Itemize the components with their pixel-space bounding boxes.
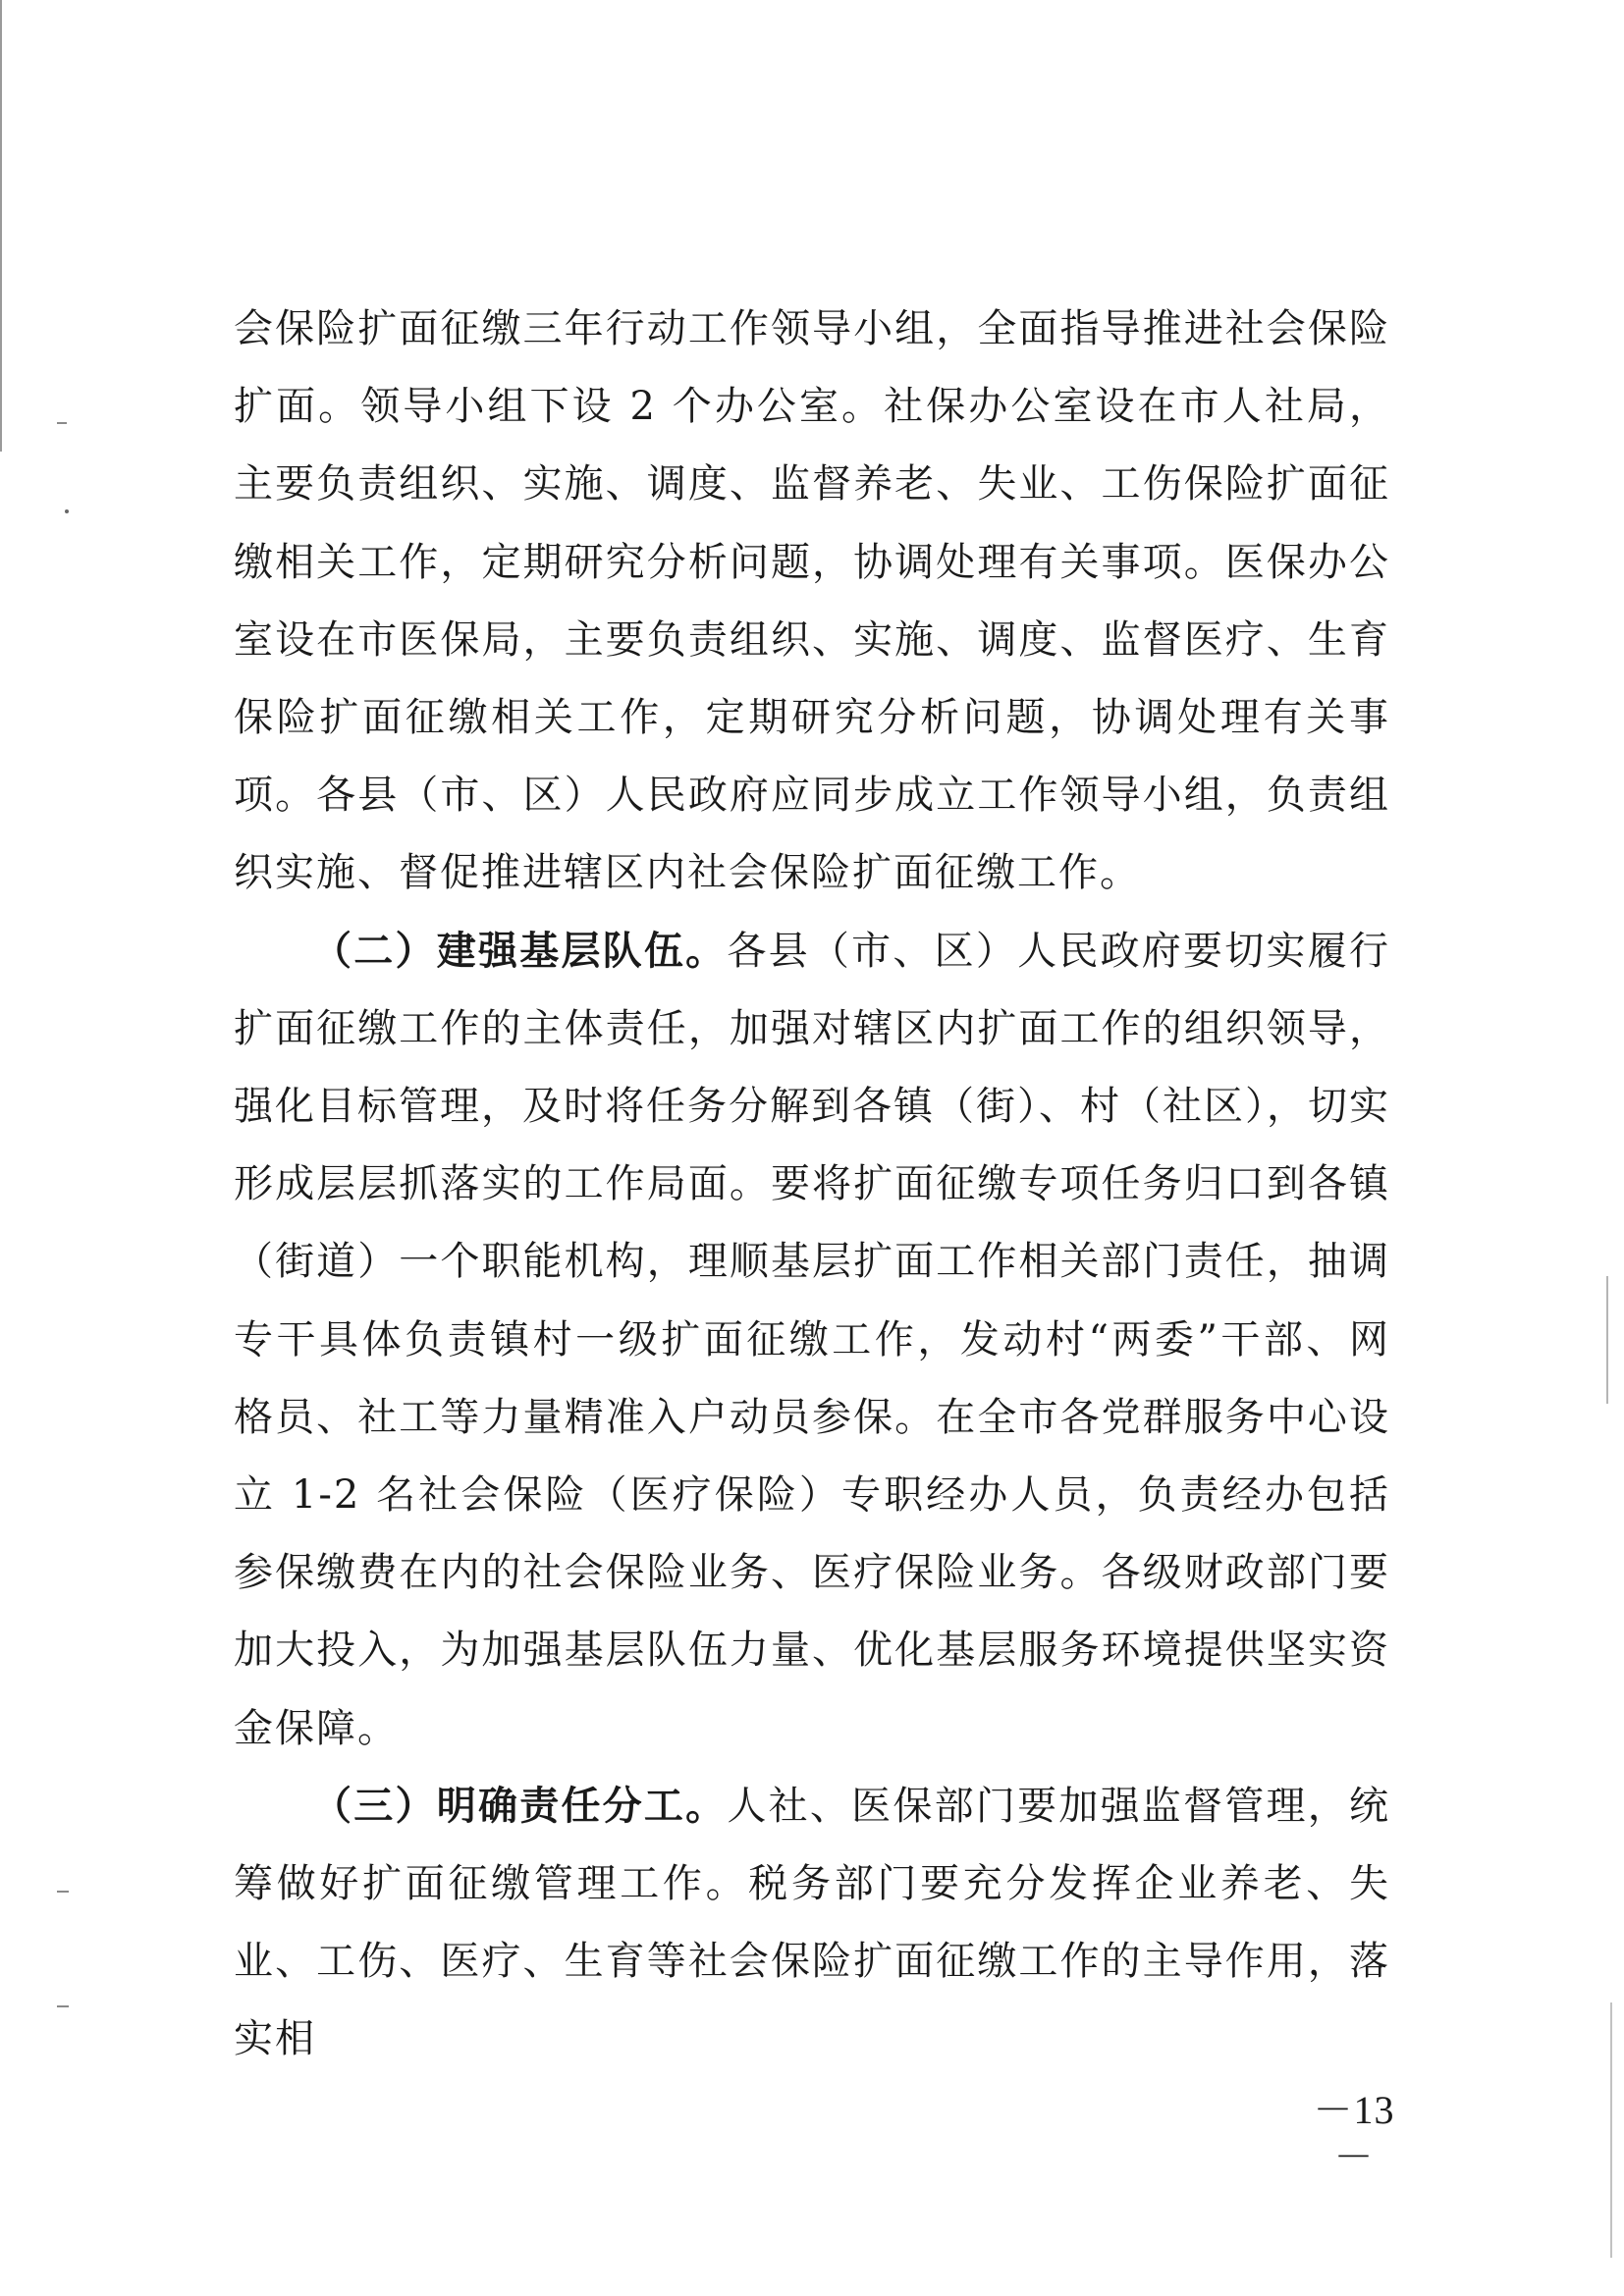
section-heading: （三）明确责任分工。 [312, 1783, 728, 1829]
scan-speck [57, 2005, 69, 2007]
scan-speck [57, 1891, 69, 1893]
paragraph-continuation [234, 291, 1390, 913]
document-body [234, 291, 1390, 2079]
scan-edge-line [1610, 2002, 1612, 2258]
scan-edge-line [1606, 1276, 1608, 1404]
paragraph-section-2 [234, 913, 1390, 1768]
scan-speck [57, 422, 67, 424]
paragraph-text: 会保险扩面征缴三年行动工作领导小组，全面指导推进社会保险扩面。领导小组下设 2 个办公室。社保办公室设在市人社局，主要负责组织、实施、调度、监督养老、失业、工伤保险扩面征缴相关工作，定期研究分析问题，协调处理有关事项。医保办公室设在市医保局，主要负责组织、实施、调度、监督医疗、生育保险扩面征缴相关工作，定期研究分析问题，协调处理有关事项。各县（市、区）人民政府应同步成立工作领导小组，负责组织实施、督促推进辖区内社会保险扩面征缴工作。 [234, 306, 1390, 896]
page-number: －13－ [1313, 2088, 1395, 2179]
paragraph-text: 各县（市、区）人民政府要切实履行扩面征缴工作的主体责任，加强对辖区内扩面工作的组织领导，强化目标管理，及时将任务分解到各镇（街）、村（社区），切实形成层层抓落实的工作局面。要将扩面征缴专项任务归口到各镇（街道）一个职能机构，理顺基层扩面工作相关部门责任，抽调专干具体负责镇村一级扩面征缴工作，发动村“两委”干部、网格员、社工等力量精准入户动员参保。在全市各党群服务中心设立 1-2 名社会保险（医疗保险）专职经办人员，负责经办包括参保缴费在内的社会保险业务、医疗保险业务。各级财政部门要加大投入，为加强基层队伍力量、优化基层服务环境提供坚实资金保障。 [234, 928, 1391, 1751]
paragraph-section-3 [234, 1768, 1390, 2079]
section-heading: （二）建强基层队伍。 [312, 928, 728, 974]
scan-speck [65, 509, 69, 513]
scan-edge-line [0, 0, 2, 452]
paragraph-text: 人社、医保部门要加强监督管理，统筹做好扩面征缴管理工作。税务部门要充分发挥企业养老、失业、工伤、医疗、生育等社会保险扩面征缴工作的主导作用，落实相 [234, 1783, 1391, 2062]
